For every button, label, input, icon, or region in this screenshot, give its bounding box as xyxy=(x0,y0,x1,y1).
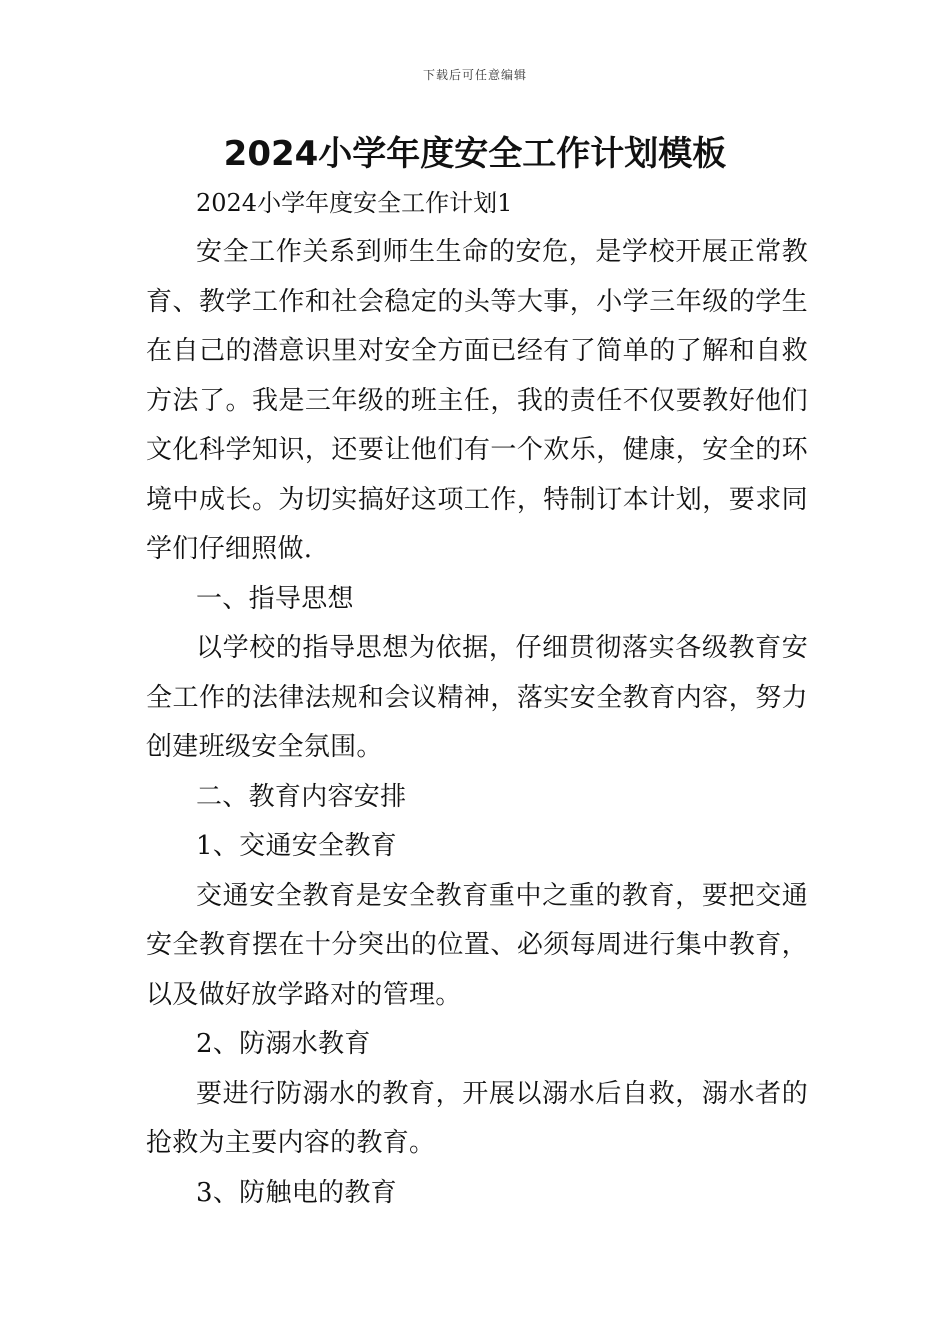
document-title: 2024小学年度安全工作计划模板 xyxy=(223,134,727,174)
paragraph-traffic-safety: 交通安全教育是安全教育重中之重的教育，要把交通安全教育摆在十分突出的位置、必须每周进行集中教育，以及做好放学路对的管理。 xyxy=(146,880,808,1010)
section-heading-education-content: 二、教育内容安排 xyxy=(196,781,407,812)
paragraph-guiding-ideology: 以学校的指导思想为依据，仔细贯彻落实各级教育安全工作的法律法规和会议精神，落实安全教育内容，努力创建班级安全氛围。 xyxy=(146,633,808,762)
document-body xyxy=(146,178,808,1218)
section-heading-guiding-ideology: 一、指导思想 xyxy=(196,583,354,614)
item-heading-electric-shock: 3、防触电的教育 xyxy=(196,1177,397,1208)
paragraph-drowning-prevention: 要进行防溺水的教育，开展以溺水后自救，溺水者的抢救为主要内容的教育。 xyxy=(146,1078,808,1158)
plan-subtitle: 2024小学年度安全工作计划1 xyxy=(196,189,513,217)
item-heading-drowning-prevention: 2、防溺水教育 xyxy=(196,1029,371,1059)
item-heading-traffic-safety: 1、交通安全教育 xyxy=(196,831,397,861)
paragraph-intro: 安全工作关系到师生生命的安危，是学校开展正常教育、教学工作和社会稳定的头等大事，小学三年级的学生在自己的潜意识里对安全方面已经有了简单的了解和自救方法了。我是三年级的班主任，我的责任不仅要教好他们文化科学知识，还要让他们有一个欢乐，健康，安全的环境中成长。为切实搞好这项工作，特制订本计划，要求同学们仔细照做. xyxy=(146,237,808,564)
header-note: 下载后可任意编辑 xyxy=(422,68,527,82)
